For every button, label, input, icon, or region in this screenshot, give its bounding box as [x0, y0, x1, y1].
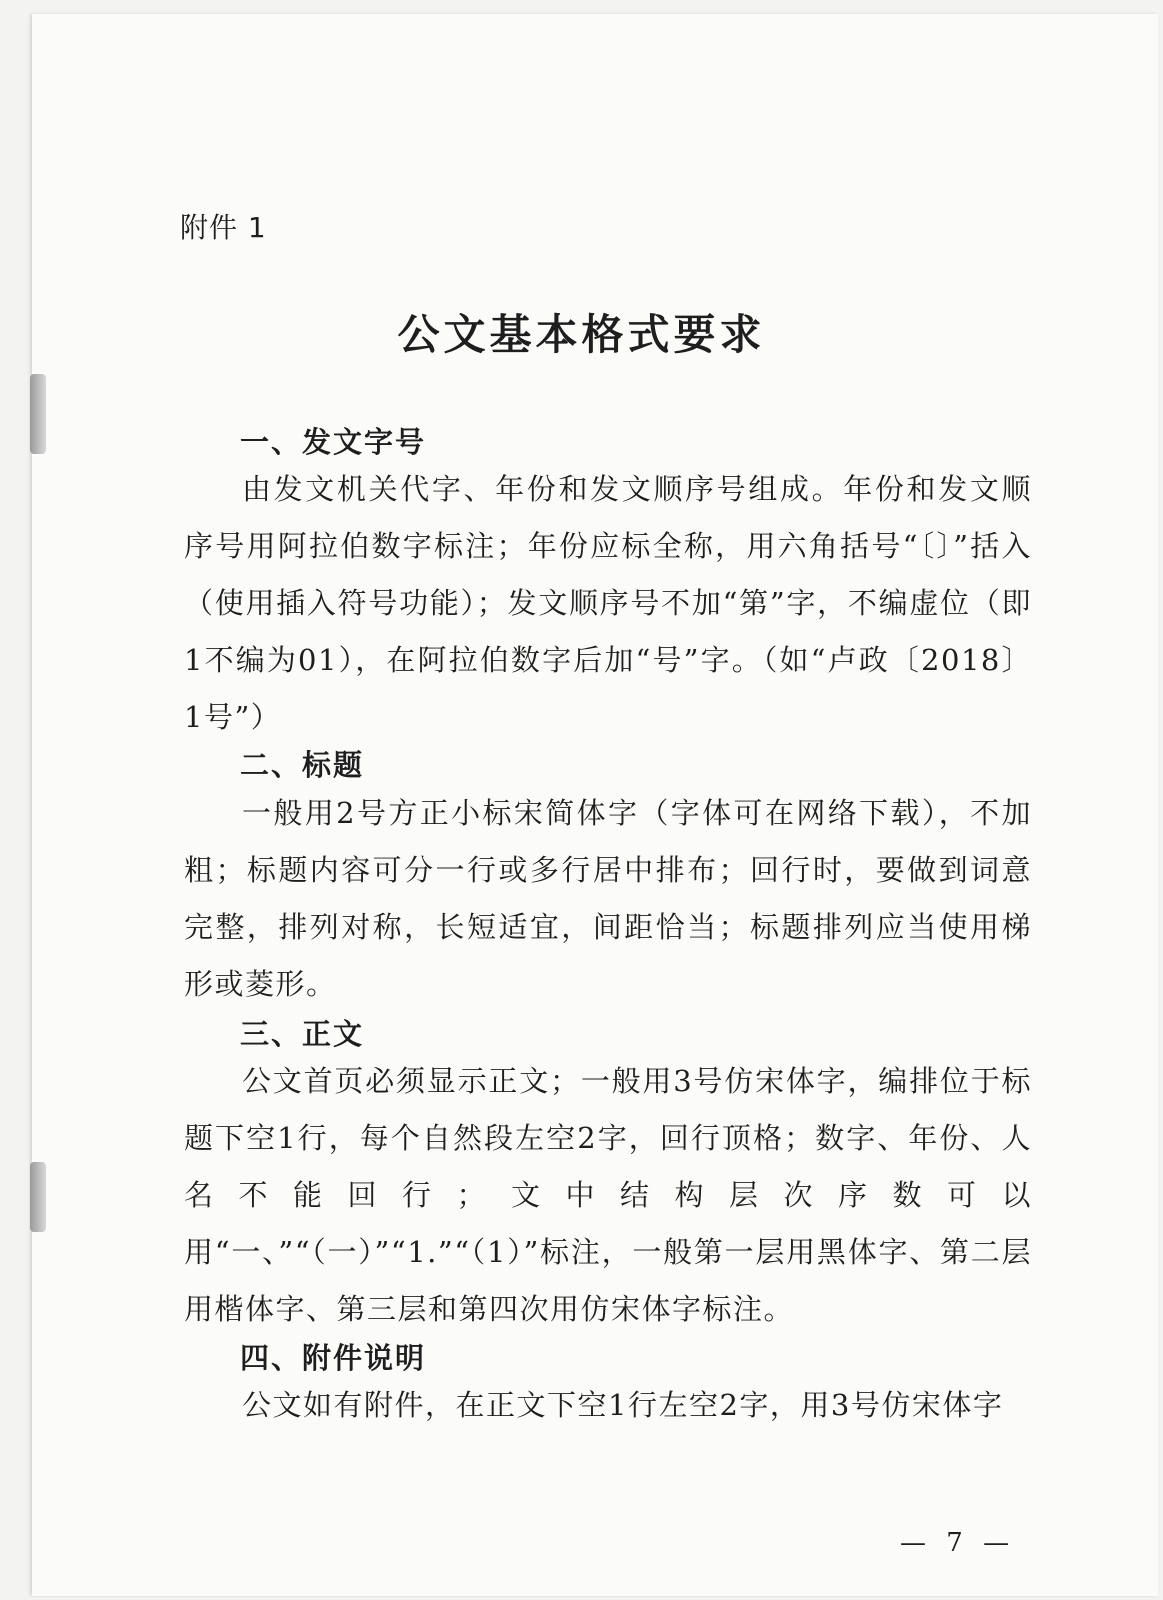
binding-clip-top — [30, 374, 46, 454]
document-title: 公文基本格式要求 — [397, 310, 766, 359]
section-paragraph-4: 公文如有附件，在正文下空1行左空2字，用3号仿宋体字 — [242, 1388, 1004, 1422]
section-heading-3: 三、正文 — [240, 1017, 365, 1051]
section-paragraph-1: 由发文机关代字、年份和发文顺序号组成。年份和发文顺序号用阿拉伯数字标注；年份应标全称，用六角括号“〔〕”括入（使用插入符号功能）；发文顺序号不加“第”字，不编虚位（即1不编为01），在阿拉伯数字后加“号”字。（如“卢政〔2018〕1号”） — [184, 472, 1032, 734]
section-heading-1: 一、发文字号 — [240, 425, 427, 459]
page-number: — 7 — — [900, 1528, 1016, 1558]
section-heading-2: 二、标题 — [240, 748, 365, 782]
section-heading-4: 四、附件说明 — [240, 1341, 427, 1375]
attachment-label: 附件 1 — [180, 211, 267, 244]
section-paragraph-2: 一般用2号方正小标宋简体字（字体可在网络下载），不加粗；标题内容可分一行或多行居中排布；回行时，要做到词意完整，排列对称，长短适宜，间距恰当；标题排列应当使用梯形或菱形。 — [184, 796, 1032, 1001]
section-paragraph-3: 公文首页必须显示正文；一般用3号仿宋体字，编排位于标题下空1行，每个自然段左空2字，回行顶格；数字、年份、人名不能回行；文中结构层次序数可以用“一、”“（一）”“1.”“（1）”标注，一般第一层用黑体字、第二层用楷体字、第三层和第四次用仿宋体字标注。 — [184, 1064, 1032, 1326]
binding-clip-bottom — [30, 1162, 46, 1232]
